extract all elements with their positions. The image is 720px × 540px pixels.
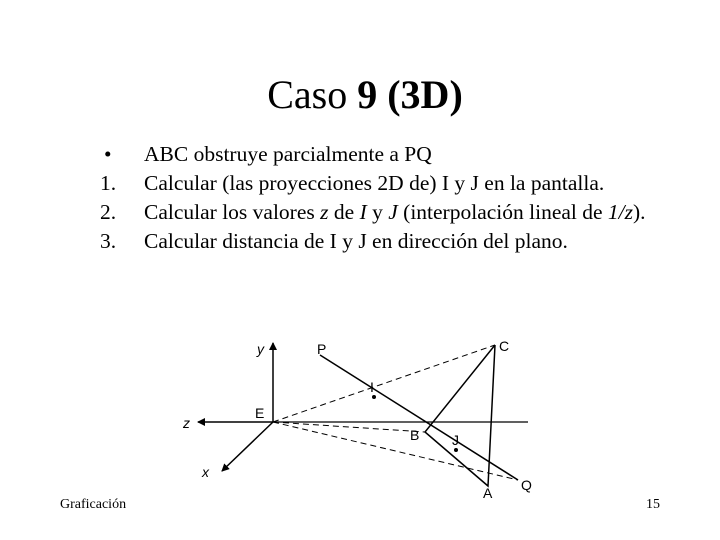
list-item-text: Calcular distancia de I y J en dirección del plano.	[144, 229, 568, 253]
label-i: I	[370, 379, 374, 395]
label-b: B	[410, 427, 420, 443]
point-j	[454, 448, 458, 452]
point-i	[372, 395, 376, 399]
label-e: E	[255, 405, 265, 421]
list-marker: 3.	[100, 229, 117, 253]
label-j: J	[452, 432, 459, 448]
label-y: y	[257, 341, 264, 357]
x-axis	[222, 422, 273, 471]
text-part-italic: z	[320, 200, 329, 224]
title-bold: 9 (3D)	[357, 72, 463, 117]
page-number: 15	[646, 497, 660, 512]
list-marker: 1.	[100, 171, 117, 195]
text-part: Calcular los valores	[144, 200, 321, 224]
projection-ray-q	[273, 422, 518, 480]
segment-pq	[320, 355, 518, 480]
label-c: C	[499, 338, 510, 354]
list-item-text: ABC obstruye parcialmente a PQ	[144, 142, 432, 166]
label-q: Q	[521, 477, 532, 493]
text-part: (interpolación lineal de	[397, 200, 608, 224]
list-marker: 2.	[100, 200, 117, 224]
label-a: A	[483, 485, 493, 501]
text-part-italic: I	[359, 200, 367, 224]
text-part: ).	[633, 200, 646, 224]
footer-course: Graficación	[60, 497, 127, 512]
label-z: z	[183, 415, 190, 431]
label-p: P	[317, 341, 327, 357]
title-plain: Caso	[267, 72, 358, 117]
list-item-text: Calcular (las proyecciones 2D de) I y J en la pantalla.	[144, 171, 605, 195]
text-part: y	[366, 200, 389, 224]
projection-ray-c	[273, 345, 495, 422]
text-part-italic: J	[388, 200, 398, 224]
label-x: x	[202, 464, 209, 480]
text-part-italic: 1/z	[607, 200, 634, 224]
text-part: de	[328, 200, 360, 224]
list-marker: •	[104, 142, 112, 166]
